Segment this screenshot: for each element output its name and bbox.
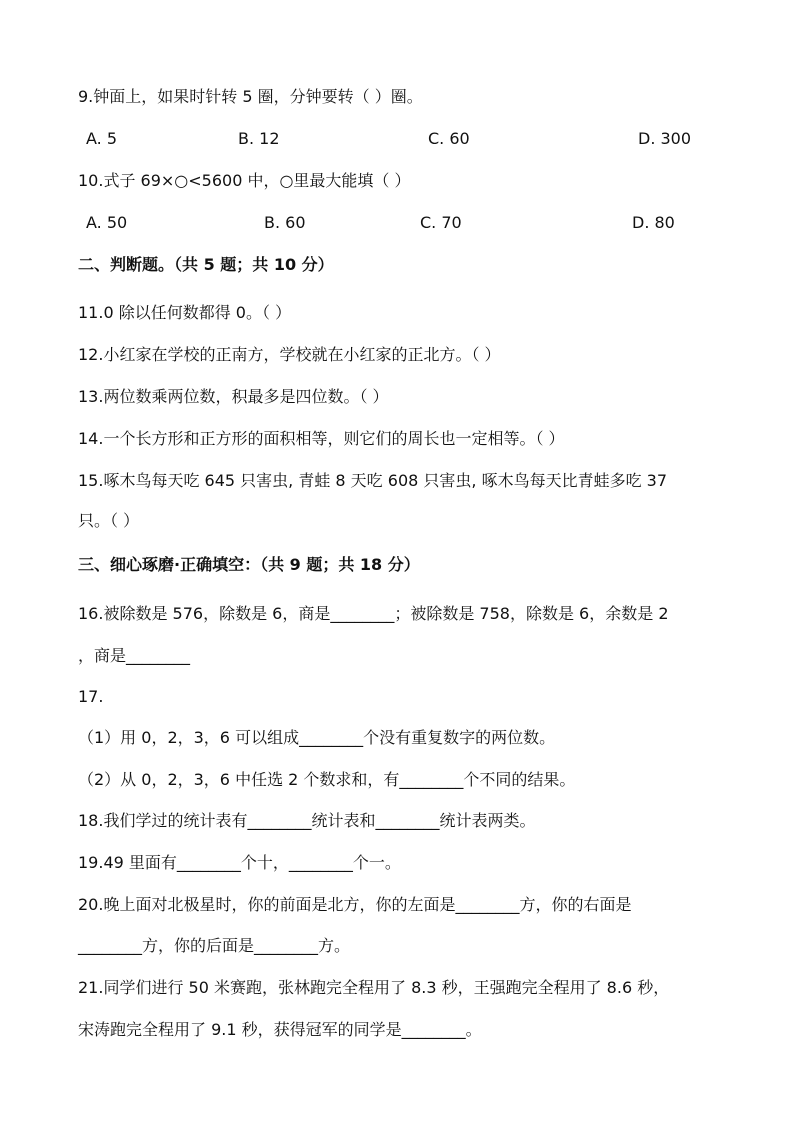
question-10-option-c: C. 70: [420, 213, 462, 232]
question-19: 19.49 里面有________个十，________个一。: [78, 853, 401, 872]
question-14: 14.一个长方形和正方形的面积相等，则它们的周长也一定相等。（ ）: [78, 429, 565, 448]
question-15-line-2: 只。（ ）: [78, 511, 140, 530]
question-9-option-a: A. 5: [86, 129, 118, 148]
question-21-line-2: 宋涛跑完全程用了 9.1 秒，获得冠军的同学是________。: [78, 1020, 482, 1039]
question-15-line-1: 15.啄木鸟每天吃 645 只害虫, 青蛙 8 天吃 608 只害虫, 啄木鸟每天比青蛙多吃 37: [78, 471, 668, 490]
question-17-part-2: （2）从 0，2，3，6 中任选 2 个数求和，有________个不同的结果。: [78, 770, 576, 789]
question-9-option-d: D. 300: [638, 129, 692, 148]
question-21-line-1: 21.同学们进行 50 米赛跑，张林跑完全程用了 8.3 秒，王强跑完全程用了 8.6 秒，: [78, 978, 670, 997]
question-20-line-1: 20.晚上面对北极星时，你的前面是北方，你的左面是________方，你的右面是: [78, 895, 632, 914]
question-9-stem: 9.钟面上，如果时针转 5 圈，分钟要转（ ）圈。: [78, 87, 423, 106]
question-16-line-2: ，商是________: [78, 646, 191, 665]
section-2-title: 二、判断题。（共 5 题；共 10 分）: [78, 255, 334, 274]
question-10-stem: 10.式子 69×○<5600 中，○里最大能填（ ）: [78, 171, 411, 190]
question-17-part-1: （1）用 0，2，3，6 可以组成________个没有重复数字的两位数。: [78, 728, 556, 747]
question-18: 18.我们学过的统计表有________统计表和________统计表两类。: [78, 811, 536, 830]
question-9-option-c: C. 60: [428, 129, 470, 148]
question-9-option-b: B. 12: [238, 129, 280, 148]
question-12: 12.小红家在学校的正南方，学校就在小红家的正北方。（ ）: [78, 345, 501, 364]
question-10-option-a: A. 50: [86, 213, 128, 232]
question-16-line-1: 16.被除数是 576，除数是 6，商是________；被除数是 758，除数是 6，余数是 2: [78, 604, 669, 623]
section-3-title: 三、细心琢磨·正确填空：（共 9 题；共 18 分）: [78, 555, 420, 574]
question-10-option-b: B. 60: [264, 213, 306, 232]
question-10-option-d: D. 80: [632, 213, 675, 232]
question-20-line-2: ________方，你的后面是________方。: [78, 936, 351, 955]
question-11: 11.0 除以任何数都得 0。（ ）: [78, 303, 292, 322]
question-13: 13.两位数乘两位数，积最多是四位数。（ ）: [78, 387, 389, 406]
question-17-stem: 17.: [78, 687, 104, 706]
